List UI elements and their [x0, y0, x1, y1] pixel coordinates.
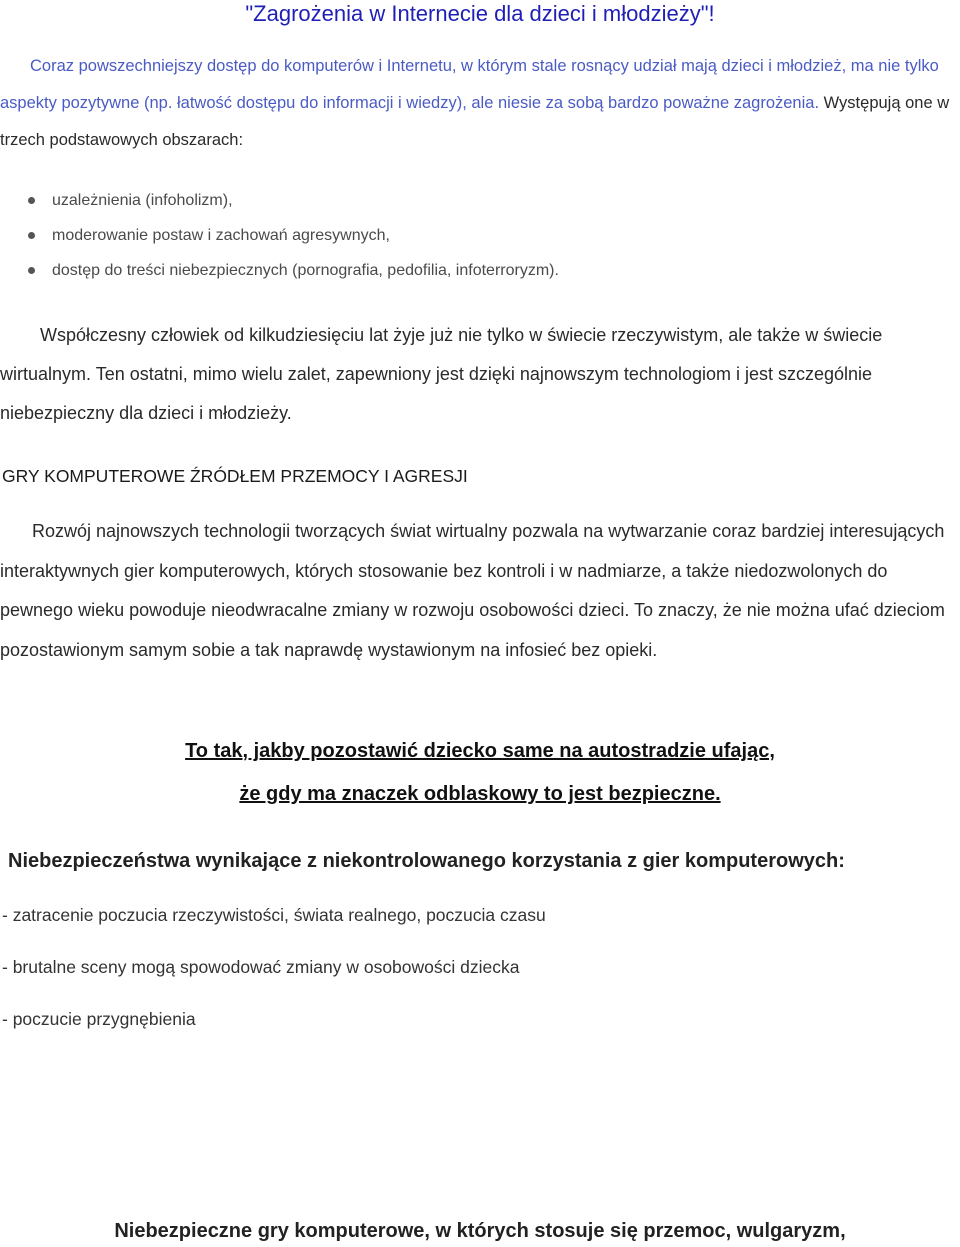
page-title: "Zagrożenia w Internecie dla dzieci i młodzieży"! [245, 1, 715, 26]
danger-item: - brutalne sceny mogą spowodować zmiany w osobowości dziecka [2, 957, 520, 977]
threat-areas-list [0, 183, 559, 288]
bullet-icon [28, 232, 35, 239]
games-paragraph [0, 512, 960, 670]
list-item [0, 253, 559, 288]
bottom-heading: Niebezpieczne gry komputerowe, w których stosuje się przemoc, wulgaryzm, [114, 1220, 846, 1242]
games-heading: GRY KOMPUTEROWE ŹRÓDŁEM PRZEMOCY I AGRESJI [2, 466, 468, 486]
intro-text-blue: Coraz powszechniejszy dostęp do komputerów i Internetu, w którym stale rosnący udział mają dzieci i młodzież, ma nie tylko aspekty pozytywne (np. łatwość dostępu do informacji i wiedzy), ale niesie za sobą bardzo poważne zagrożenia. [0, 57, 939, 112]
list-item-text: moderowanie postaw i zachowań agresywnych, [52, 227, 390, 244]
danger-item: - poczucie przygnębienia [2, 1009, 196, 1029]
bullet-icon [28, 197, 35, 204]
intro-text-dark: Występują one w trzech podstawowych obszarach: [0, 94, 950, 149]
quote-line-2: że gdy ma znaczek odblaskowy to jest bezpieczne. [239, 783, 721, 805]
danger-item: - zatracenie poczucia rzeczywistości, świata realnego, poczucia czasu [2, 905, 546, 925]
intro-paragraph [0, 48, 960, 159]
list-item [0, 218, 559, 253]
virtual-world-paragraph [0, 316, 960, 433]
games-text: Rozwój najnowszych technologii tworzących świat wirtualny pozwala na wytwarzanie coraz bardziej interesujących interaktywnych gier komputerowych, których stosowanie bez kontroli i w nadmiarze, a także niedozwolonych do pewnego wieku powoduje nieodwracalne zmiany w rozwoju osobowości dzieci. To znaczy, że nie można ufać dzieciom pozostawionym samym sobie a tak naprawdę wystawionym na infosieć bez opieki. [0, 521, 945, 660]
bullet-icon [28, 267, 35, 274]
virtual-world-text: Współczesny człowiek od kilkudziesięciu lat żyje już nie tylko w świecie rzeczywistym, ale także w świecie wirtualnym. Ten ostatni, mimo wielu zalet, zapewniony jest dzięki najnowszym technologiom i jest szczególnie niebezpieczny dla dzieci i młodzieży. [0, 325, 883, 423]
dangers-heading: Niebezpieczeństwa wynikające z niekontrolowanego korzystania z gier komputerowych: [8, 850, 845, 872]
list-item [0, 183, 559, 218]
list-item-text: uzależnienia (infoholizm), [52, 192, 233, 209]
quote-line-1: To tak, jakby pozostawić dziecko same na autostradzie ufając, [185, 740, 775, 762]
list-item-text: dostęp do treści niebezpiecznych (pornografia, pedofilia, infoterroryzm). [52, 262, 559, 279]
